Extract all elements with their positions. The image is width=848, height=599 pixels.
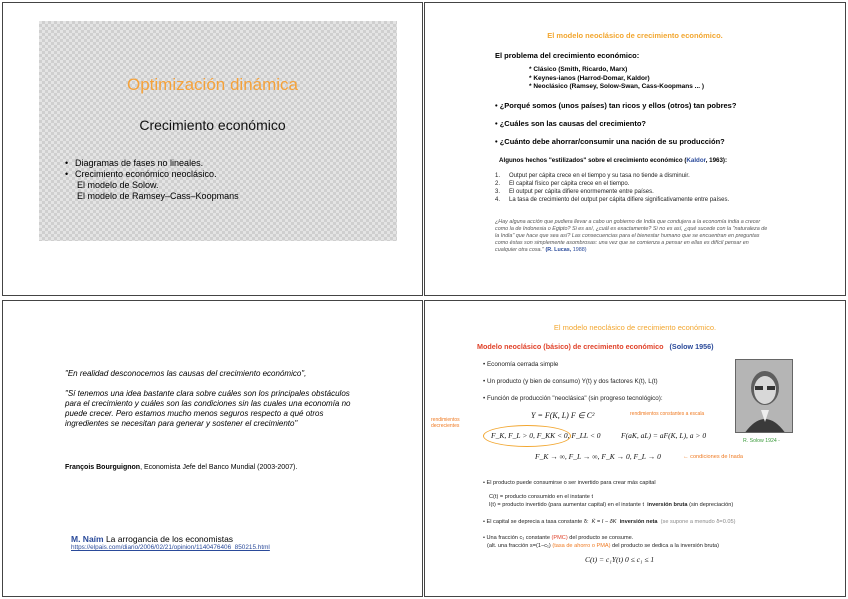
slide-4-title: El modelo neoclásico de crecimiento económico. xyxy=(553,323,717,332)
schools-list xyxy=(529,66,704,92)
slide-1 xyxy=(2,2,423,296)
slide-1-title: Optimización dinámica xyxy=(126,75,298,94)
list-item: El modelo de Ramsey–Cass–Koopmans xyxy=(77,191,239,201)
facts-list xyxy=(495,172,729,204)
depreciation-line: • El capital se deprecia a tasa constante δ: K̇ = I − δK inversión neta (se supone a menudo δ=0.05) xyxy=(483,519,736,525)
note-constant-returns: rendimientos constantes a escala xyxy=(630,411,705,417)
consumption-definition: C(t) = producto consumido en el instante t xyxy=(489,494,594,500)
product-intro: • El producto puede consumirse o ser invertido para crear más capital xyxy=(483,480,656,486)
list-item: * Keynes-ianos (Harrod-Domar, Kaldor) xyxy=(529,75,704,84)
stylized-facts-heading: Algunos hechos "estilizados" sobre el crecimiento económico (Kaldor, 1963): xyxy=(499,157,728,164)
slide-1-bullet-list xyxy=(65,158,239,202)
partial-derivative-conditions: F_K, F_L > 0, F_KK < 0, F_LL < 0 xyxy=(491,431,601,440)
inada-conditions: F_K → ∞, F_L → ∞, F_K → 0, F_L → 0 xyxy=(535,452,661,461)
list-item: 2. El capital físico per cápita crece en el tiempo. xyxy=(495,181,630,187)
savings-alternative: (alt. una fracción s=(1−c₁) (tasa de ahorro o PMA) del producto se dedica a la inversión bruta) xyxy=(487,543,719,549)
consumption-fraction: • Una fracción c₁ constante (PMC) del producto se consume. xyxy=(483,535,634,541)
model-heading: Modelo neoclásico (básico) de crecimiento económico (Solow 1956) xyxy=(477,342,714,351)
note-inada: ← condiciones de Inada xyxy=(683,454,744,460)
list-item: El modelo de Solow. xyxy=(77,180,159,190)
slide-2-title: El modelo neoclásico de crecimiento económico. xyxy=(547,31,723,40)
list-item: 4. La tasa de crecimiento del output per cápita difiere significativamente entre países. xyxy=(495,197,730,203)
photo-caption: R. Solow 1924 - xyxy=(743,438,780,444)
question-3: • ¿Cuánto debe ahorrar/consumir una nación de su producción? xyxy=(495,137,725,146)
list-item: • Crecimiento económico neoclásico. xyxy=(65,169,239,180)
investment-definition: I(t) = producto invertido (para aumentar capital) en el instante t inversión bruta (sin depreciación) xyxy=(489,502,734,508)
reference-title: M. Naím La arrogancia de los economistas xyxy=(71,534,234,544)
list-item: 3. El output per cápita difiere enormemente entre países. xyxy=(495,189,654,195)
quote-author: (R. Lucas, xyxy=(545,247,572,253)
quote-2: "Sí tenemos una idea bastante clara sobre cuáles son los principales obstáculos para el crecimiento y cuáles son las condiciones sin las cuales una economía no puede crecer. Pero estamos mucho menos seguros respecto a qué otros ingredientes se necesitan para generar y sostener el crecimiento" xyxy=(65,389,351,428)
production-function: Y = F(K, L) F ∈ C² xyxy=(531,411,595,420)
reference-link[interactable]: https://elpais.com/diario/2006/02/21/opinion/1140476406_850215.html xyxy=(71,544,270,551)
question-2: • ¿Cuáles son las causas del crecimiento? xyxy=(495,119,647,128)
problem-heading: El problema del crecimiento económico: xyxy=(495,51,640,60)
slide-3 xyxy=(2,300,423,597)
consumption-equation: C(t) = c₁Y(t) 0 ≤ c₁ ≤ 1 xyxy=(585,555,655,564)
homogeneity-condition: F(aK, aL) = aF(K, L), a > 0 xyxy=(621,431,707,440)
list-item: * Clásico (Smith, Ricardo, Marx) xyxy=(529,66,704,75)
lucas-quote: ¿Hay alguna acción que pudiera llevar a cabo un gobierno de India que condujera a la economía india a crecer como la de Indonesia o Egipto? Si es así, ¿cuál es exactamente? Si no es así, ¿qué sucede con la "naturaleza de la India" que hace que sea así? Las consecuencias para el bienestar humano que se encuentran en preguntas como éstas son simplemente asombrosas: una vez que se comienza a pensar en ellas es difícil pensar en cualquier otra cosa." (R. Lucas, 1988) xyxy=(495,219,768,253)
quote-author: François Bourguignon, Economista Jefe del Banco Mundial (2003-2007). xyxy=(65,464,298,471)
list-item: 1. Output per cápita crece en el tiempo y su tasa no tiende a disminuir. xyxy=(495,173,690,179)
solow-photo xyxy=(735,359,793,433)
list-item: • Diagramas de fases no lineales. xyxy=(65,158,239,169)
note-decreasing-returns: rendimientos decrecientes xyxy=(431,417,460,429)
quote-1: "En realidad desconocemos las causas del crecimiento económico", xyxy=(65,369,307,378)
slide-4 xyxy=(424,300,846,597)
list-item: • Economía cerrada simple xyxy=(483,361,558,368)
list-item: • Función de producción "neoclásica" (sin progreso tecnológico): xyxy=(483,395,663,402)
kaldor-name: Kaldor xyxy=(686,157,706,164)
list-item: • Un producto (y bien de consumo) Y(t) y dos factores K(t), L(t) xyxy=(483,378,658,385)
question-1: • ¿Porqué somos (unos países) tan ricos y ellos (otros) tan pobres? xyxy=(495,101,737,110)
list-item: * Neoclásico (Ramsey, Solow-Swan, Cass-Koopmans ... ) xyxy=(529,83,704,92)
slide-2 xyxy=(424,2,846,296)
slide-1-subtitle: Crecimiento económico xyxy=(139,117,286,133)
